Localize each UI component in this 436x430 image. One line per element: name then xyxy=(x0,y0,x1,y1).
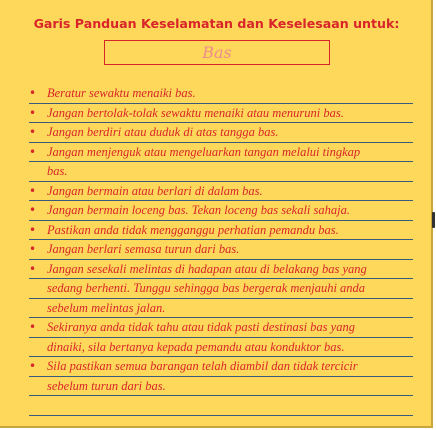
answer-box[interactable] xyxy=(104,40,330,65)
guideline-line xyxy=(29,84,413,104)
worksheet-title: Garis Panduan Keselamatan dan Keselesaan untuk: xyxy=(33,16,400,31)
blank-writing-line xyxy=(29,396,413,416)
guideline-line xyxy=(29,240,413,260)
guideline-item xyxy=(29,182,413,202)
guideline-line xyxy=(29,318,413,338)
guideline-line xyxy=(29,357,413,377)
guideline-line xyxy=(29,182,413,202)
bullet-icon: • xyxy=(29,105,37,120)
guideline-text: Jangan bertolak-tolak sewaktu menaiki atau menuruni bas. xyxy=(47,105,344,120)
guideline-text: Jangan berdiri atau duduk di atas tangga bas. xyxy=(47,125,279,139)
guideline-text: dinaiki, sila bertanya kepada pemandu atau konduktor bas. xyxy=(47,339,345,354)
guideline-item xyxy=(29,357,413,396)
bullet-icon: • xyxy=(29,320,37,334)
bullet-icon: • xyxy=(29,242,37,256)
guideline-text: bas. xyxy=(47,164,68,178)
guideline-item xyxy=(29,84,413,104)
guideline-item xyxy=(29,201,413,221)
bullet-icon: • xyxy=(29,86,37,100)
guideline-text: Jangan bermain loceng bas. Tekan loceng bas sekali sahaja. xyxy=(47,203,350,217)
guideline-line xyxy=(29,143,413,163)
guideline-line xyxy=(29,279,413,299)
page-edge-marker xyxy=(432,212,435,228)
guideline-text: Jangan bermain atau berlari di dalam bas. xyxy=(47,183,263,198)
guideline-item xyxy=(29,123,413,143)
bullet-icon: • xyxy=(29,125,37,139)
guideline-item xyxy=(29,318,413,357)
guideline-item xyxy=(29,240,413,260)
guideline-text: Jangan sesekali melintas di hadapan atau di belakang bas yang xyxy=(47,261,367,276)
answer-text: Bas xyxy=(202,43,232,62)
guideline-item xyxy=(29,221,413,241)
bullet-icon: • xyxy=(29,359,37,373)
guideline-text: Pastikan anda tidak mengganggu perhatian pemandu bas. xyxy=(47,222,339,237)
guideline-text: Sekiranya anda tidak tahu atau tidak pasti destinasi bas yang xyxy=(47,320,355,334)
guideline-list xyxy=(29,84,413,416)
bullet-icon: • xyxy=(29,222,37,237)
guideline-line xyxy=(29,104,413,124)
guideline-item xyxy=(29,260,413,319)
guideline-text: Jangan berlari semasa turun dari bas. xyxy=(47,242,240,256)
guideline-text: Beratur sewaktu menaiki bas. xyxy=(47,86,196,100)
guideline-line xyxy=(29,123,413,143)
guideline-item xyxy=(29,143,413,182)
guideline-line xyxy=(29,201,413,221)
guideline-line xyxy=(29,260,413,280)
guideline-line xyxy=(29,299,413,319)
bullet-icon: • xyxy=(29,144,37,159)
guideline-text: sedang berhenti. Tunggu sehingga bas bergerak menjauhi anda xyxy=(47,281,366,295)
guideline-text: sebelum melintas jalan. xyxy=(47,300,166,315)
guideline-line xyxy=(29,338,413,358)
guideline-item xyxy=(29,104,413,124)
guideline-text: Sila pastikan semua barangan telah diambil dan tidak tercicir xyxy=(47,359,358,373)
bullet-icon: • xyxy=(29,203,37,217)
bullet-icon: • xyxy=(29,183,37,198)
guideline-line xyxy=(29,221,413,241)
guideline-text: Jangan menjenguk atau mengeluarkan tangan melalui tingkap xyxy=(47,144,361,159)
guideline-text: sebelum turun dari bas. xyxy=(47,378,166,393)
guideline-line xyxy=(29,162,413,182)
bullet-icon: • xyxy=(29,261,37,276)
guideline-line xyxy=(29,377,413,397)
